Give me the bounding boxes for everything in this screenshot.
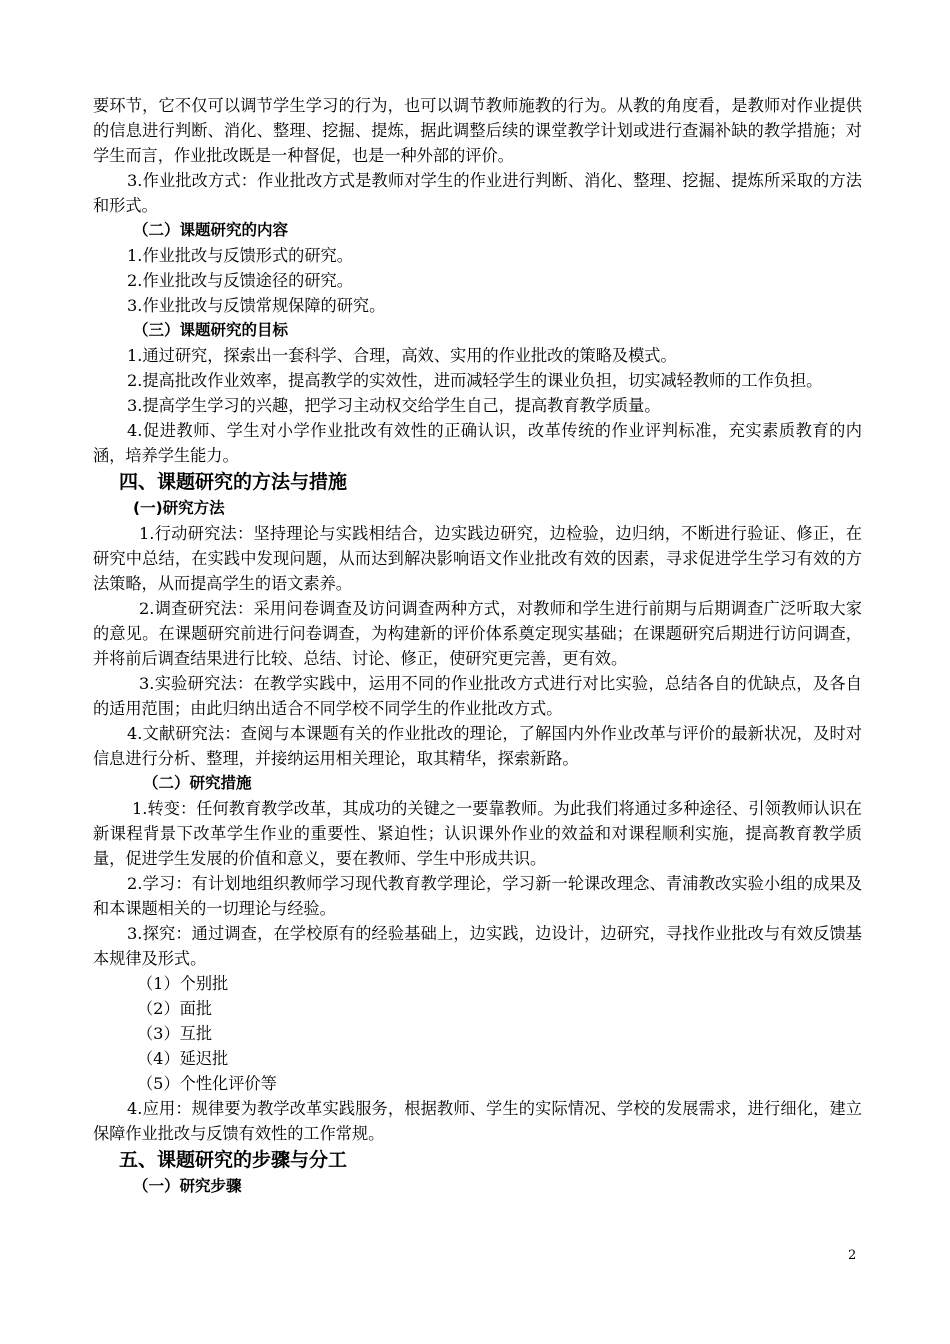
subsection-heading: （一）研究步骤 — [133, 1177, 242, 1195]
paragraph: 2.学习：有计划地组织教师学习现代教育教学理论，学习新一轮课改理念、青浦教改实验小组的成果及和本课题相关的一切理论与经验。 — [93, 874, 862, 918]
paragraph: 要环节，它不仅可以调节学生学习的行为，也可以调节教师施教的行为。从教的角度看，是教师对作业提供的信息进行判断、消化、整理、挖掘、提炼，据此调整后续的课堂教学计划或进行查漏补缺的教学措施；对学生而言，作业批改既是一种督促，也是一种外部的评价。 — [93, 96, 862, 165]
paragraph: 2.调查研究法：采用问卷调查及访问调查两种方式，对教师和学生进行前期与后期调查广泛听取大家的意见。在课题研究前进行问卷调查，为构建新的评价体系奠定现实基础；在课题研究后期进行访问调查，并将前后调查结果进行比较、总结、讨论、修正，使研究更完善，更有效。 — [93, 599, 862, 668]
list-item: 1.通过研究，探索出一套科学、合理，高效、实用的作业批改的策略及模式。 — [127, 346, 677, 365]
subsection-heading: (一)研究方法 — [133, 499, 225, 517]
paragraph: 1.转变：任何教育教学改革，其成功的关键之一要靠教师。为此我们将通过多种途径、引领教师认识在新课程背景下改革学生作业的重要性、紧迫性；认识课外作业的效益和对课程顺利实施，提高教育教学质量，促进学生发展的价值和意义，要在教师、学生中形成共识。 — [93, 799, 862, 868]
paragraph: 1.行动研究法：坚持理论与实践相结合，边实践边研究，边检验，边归纳，不断进行验证、修正，在研究中总结，在实践中发现问题，从而达到解决影响语文作业批改有效的因素，寻求促进学生学习有效的方法策略，从而提高学生的语文素养。 — [93, 524, 862, 593]
list-item: 1.作业批改与反馈形式的研究。 — [127, 246, 353, 265]
list-item: （5）个性化评价等 — [137, 1074, 277, 1093]
subsection-heading: （二）课题研究的内容 — [133, 221, 289, 239]
paragraph: 3.提高学生学习的兴趣，把学习主动权交给学生自己，提高教育教学质量。 — [127, 396, 661, 415]
list-item: （1）个别批 — [137, 974, 229, 993]
list-item: 2.作业批改与反馈途径的研究。 — [127, 271, 353, 290]
list-item: （2）面批 — [137, 999, 213, 1018]
paragraph: 3.作业批改方式：作业批改方式是教师对学生的作业进行判断、消化、整理、挖掘、提炼所采取的方法和形式。 — [93, 171, 862, 215]
page-number: 2 — [848, 1248, 857, 1263]
list-item: （3）互批 — [137, 1024, 213, 1043]
paragraph: 3.实验研究法：在教学实践中，运用不同的作业批改方式进行对比实验，总结各自的优缺点，及各自的适用范围；由此归纳出适合不同学校不同学生的作业批改方式。 — [93, 674, 862, 718]
list-item: （4）延迟批 — [137, 1049, 229, 1068]
paragraph: 4.文献研究法：查阅与本课题有关的作业批改的理论，了解国内外作业改革与评价的最新状况，及时对信息进行分析、整理，并接纳运用相关理论，取其精华，探索新路。 — [93, 724, 862, 768]
paragraph: 3.探究：通过调查，在学校原有的经验基础上，边实践，边设计，边研究，寻找作业批改与有效反馈基本规律及形式。 — [93, 924, 862, 968]
list-item: 3.作业批改与反馈常规保障的研究。 — [127, 296, 386, 315]
paragraph: 4.应用：规律要为教学改革实践服务，根据教师、学生的实际情况、学校的发展需求，进行细化，建立保障作业批改与反馈有效性的工作常规。 — [93, 1099, 862, 1143]
subsection-heading: （二）研究措施 — [143, 774, 252, 792]
page-body — [93, 93, 862, 1199]
paragraph: 2.提高批改作业效率，提高教学的实效性，进而减轻学生的课业负担，切实减轻教师的工作负担。 — [127, 371, 823, 390]
section-heading: 五、课题研究的步骤与分工 — [119, 1149, 348, 1171]
subsection-heading: （三）课题研究的目标 — [133, 321, 289, 339]
section-heading: 四、课题研究的方法与措施 — [119, 471, 348, 493]
paragraph: 4.促进教师、学生对小学作业批改有效性的正确认识，改革传统的作业评判标准，充实素质教育的内涵，培养学生能力。 — [93, 421, 862, 465]
